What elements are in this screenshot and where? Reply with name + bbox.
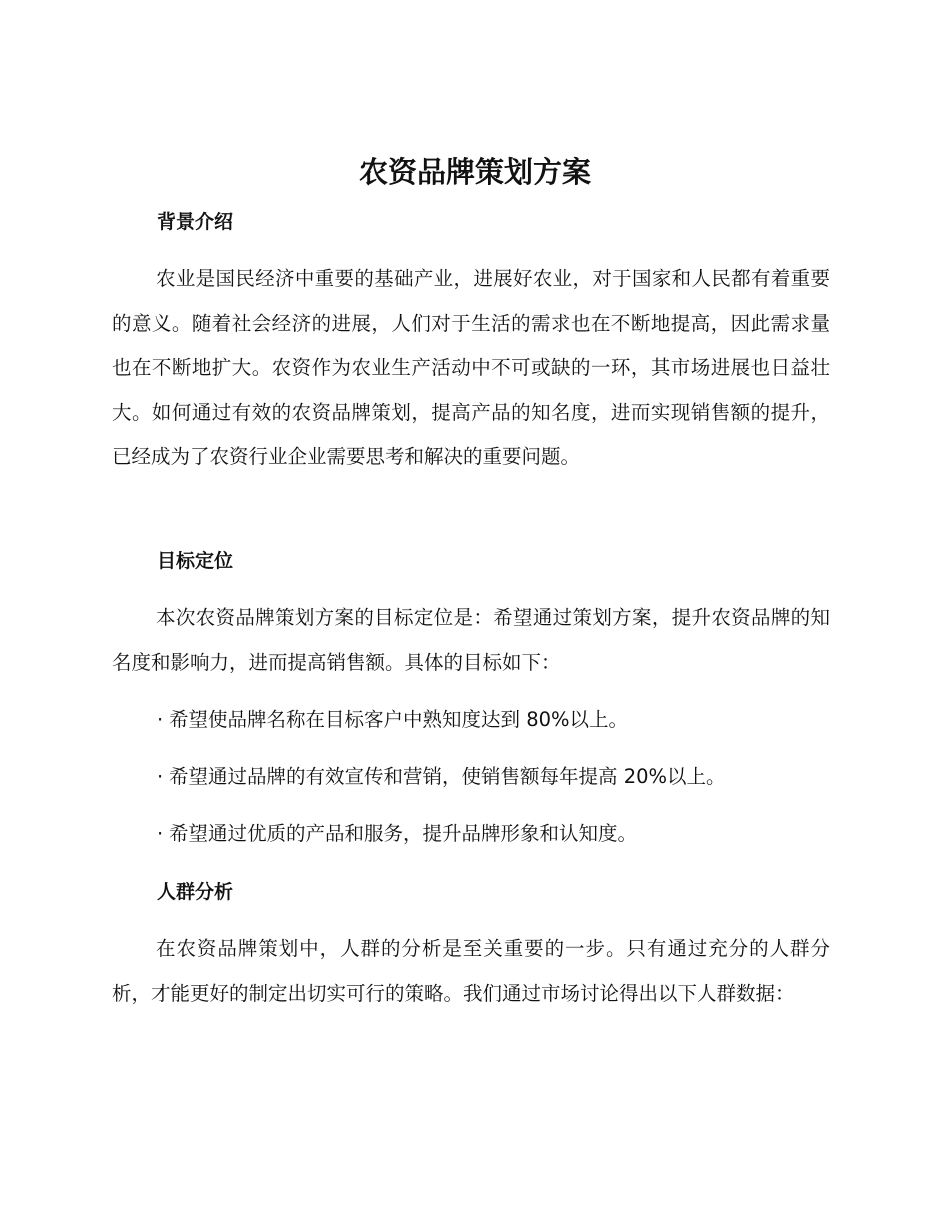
section-heading-background: 背景介绍	[157, 211, 234, 233]
section-heading-target: 目标定位	[157, 550, 234, 572]
document-title: 农资品牌策划方案	[358, 155, 591, 189]
section-paragraph-background: 农业是国民经济中重要的基础产业，进展好农业，对于国家和人民都有着重要的意义。随着社会经济的进展，人们对于生活的需求也在不断地提高，因此需求量也在不断地扩大。农资作为农业生产活动中不可或缺的一环，其市场进展也日益壮大。如何通过有效的农资品牌策划，提高产品的知名度，进而实现销售额的提升，已经成为了农资行业企业需要思考和解决的重要问题。	[112, 267, 830, 469]
bullet-symbol: ·	[157, 822, 164, 845]
bullet-text: 希望通过优质的产品和服务，提升品牌形象和认知度。	[169, 822, 638, 845]
bullet-text: 希望使品牌名称在目标客户中熟知度达到 80%以上。	[169, 708, 629, 731]
bullet-item	[157, 706, 628, 734]
section-heading-audience: 人群分析	[157, 881, 234, 903]
section-paragraph-audience: 在农资品牌策划中，人群的分析是至关重要的一步。只有通过充分的人群分析，才能更好的制定出切实可行的策略。我们通过市场讨论得出以下人群数据：	[112, 937, 830, 1005]
bullet-item	[157, 820, 637, 848]
bullet-text: 希望通过品牌的有效宣传和营销，使销售额每年提高 20%以上。	[169, 765, 726, 788]
bullet-item	[157, 763, 726, 791]
section-paragraph-target: 本次农资品牌策划方案的目标定位是：希望通过策划方案，提升农资品牌的知名度和影响力，进而提高销售额。具体的目标如下：	[112, 606, 830, 674]
bullet-symbol: ·	[157, 765, 164, 788]
bullet-symbol: ·	[157, 708, 164, 731]
